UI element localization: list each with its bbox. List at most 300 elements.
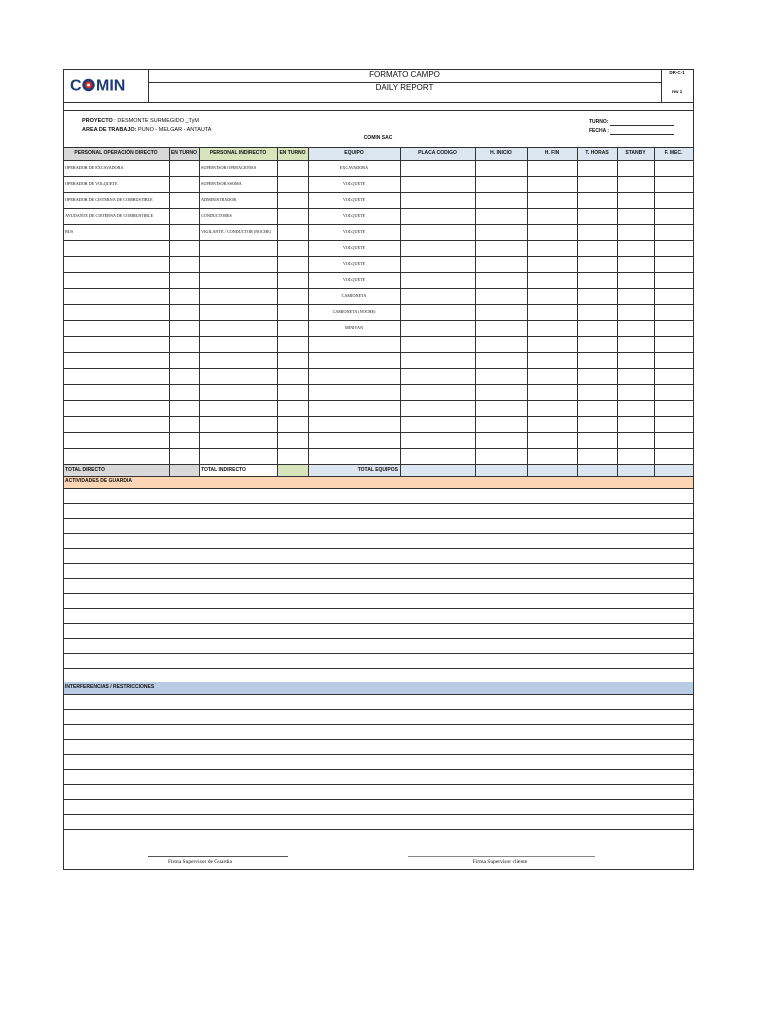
directo-cell <box>63 272 169 288</box>
ruled-line[interactable] <box>63 769 693 770</box>
col-f-mec-input[interactable] <box>654 160 693 176</box>
col-h-inicio-input[interactable] <box>475 288 527 304</box>
col-placa-codigo-header: PLACA CODIGO <box>418 150 457 156</box>
table-top-line <box>63 147 693 148</box>
col-stanby-input[interactable] <box>617 416 654 432</box>
form-bottom-border <box>63 869 694 870</box>
table-row-line <box>63 464 693 465</box>
table-row-line <box>63 432 693 433</box>
svg-text:C: C <box>70 77 82 94</box>
turno-label: TURNO: <box>589 119 609 125</box>
col-stanby-input[interactable] <box>617 448 654 464</box>
col-h-inicio-input[interactable] <box>475 192 527 208</box>
col-placa-codigo-input[interactable] <box>400 176 475 192</box>
indirecto-cell <box>199 400 276 416</box>
col-f-mec-input[interactable] <box>654 272 693 288</box>
col-t-horas-input[interactable] <box>577 224 617 240</box>
col-placa-codigo-input[interactable] <box>400 192 475 208</box>
table-row-line <box>63 320 693 321</box>
col-en-turno-directo-input[interactable] <box>169 208 199 224</box>
actividades-header-fill <box>63 476 693 488</box>
ruled-line[interactable] <box>63 593 693 594</box>
col-f-mec-input[interactable] <box>654 224 693 240</box>
col-h-fin-input[interactable] <box>527 384 577 400</box>
col-h-inicio-input[interactable] <box>475 416 527 432</box>
ruled-line[interactable] <box>63 814 693 815</box>
col-en-turno-directo-input[interactable] <box>169 272 199 288</box>
col-en-turno-indirecto-input[interactable] <box>277 304 308 320</box>
form-title: FORMATO CAMPO <box>369 70 440 79</box>
indirecto-cell <box>199 448 276 464</box>
directo-cell <box>63 368 169 384</box>
col-stanby-input[interactable] <box>617 176 654 192</box>
equipo-cell: CAMIONETA (NOCHE) <box>332 308 376 314</box>
col-t-horas-input[interactable] <box>577 416 617 432</box>
col-en-turno-indirecto-input[interactable] <box>277 208 308 224</box>
col-h-inicio-input[interactable] <box>475 208 527 224</box>
total-indirecto-label: TOTAL INDIRECTO <box>201 467 246 473</box>
ruled-line[interactable] <box>63 668 693 669</box>
col-stanby-input[interactable] <box>617 304 654 320</box>
indirecto-cell <box>199 288 276 304</box>
col-en-turno-indirecto-input[interactable] <box>277 272 308 288</box>
col-stanby-input[interactable] <box>617 320 654 336</box>
col-personal-directo-header: PERSONAL OPERACIÓN DIRECTO <box>74 150 158 156</box>
col-en-turno-directo-input[interactable] <box>169 384 199 400</box>
col-h-inicio-input[interactable] <box>475 176 527 192</box>
indirecto-cell: SUPERVISOR OPERACIONES <box>201 164 257 170</box>
indirecto-cell <box>199 368 276 384</box>
directo-cell <box>63 320 169 336</box>
col-h-fin-input[interactable] <box>527 320 577 336</box>
area-line <box>82 128 211 134</box>
col-f-mec-input[interactable] <box>654 400 693 416</box>
col-placa-codigo-input[interactable] <box>400 320 475 336</box>
col-h-inicio-input[interactable] <box>475 400 527 416</box>
col-placa-codigo-input[interactable] <box>400 384 475 400</box>
table-row-line <box>63 224 693 225</box>
ruled-line[interactable] <box>63 739 693 740</box>
col-f-mec-input[interactable] <box>654 368 693 384</box>
col-en-turno-directo-input[interactable] <box>169 192 199 208</box>
col-t-horas-input[interactable] <box>577 288 617 304</box>
col-placa-codigo-input[interactable] <box>400 160 475 176</box>
table-row-line <box>63 384 693 385</box>
indirecto-cell <box>199 256 276 272</box>
company-logo <box>70 76 142 94</box>
col-stanby-input[interactable] <box>617 288 654 304</box>
col-h-inicio-input[interactable] <box>475 320 527 336</box>
col-en-turno-indirecto-input[interactable] <box>277 192 308 208</box>
col-t-horas-input[interactable] <box>577 208 617 224</box>
spacer-line <box>63 110 693 111</box>
table-col-line <box>277 147 278 477</box>
ruled-line[interactable] <box>63 653 693 654</box>
col-en-turno-directo-input[interactable] <box>169 160 199 176</box>
col-f-mec-input[interactable] <box>654 352 693 368</box>
table-row-line <box>63 368 693 369</box>
col-f-mec-input[interactable] <box>654 240 693 256</box>
table-col-line <box>654 147 655 477</box>
col-placa-codigo-input[interactable] <box>400 256 475 272</box>
col-en-turno-indirecto-input[interactable] <box>277 416 308 432</box>
table-col-line <box>527 147 528 477</box>
svg-text:MIN: MIN <box>96 77 126 94</box>
col-en-turno-directo-input[interactable] <box>169 368 199 384</box>
col-f-mec-input[interactable] <box>654 384 693 400</box>
col-h-fin-input[interactable] <box>527 288 577 304</box>
table-row-line <box>63 352 693 353</box>
signature-line-cliente <box>408 856 595 857</box>
col-t-horas-input[interactable] <box>577 304 617 320</box>
table-col-line <box>400 147 401 477</box>
col-f-mec-input[interactable] <box>654 192 693 208</box>
directo-cell: OPERADOR DE VOLQUETE <box>65 180 118 186</box>
directo-cell: BUS <box>65 228 74 234</box>
col-h-fin-input[interactable] <box>527 336 577 352</box>
table-row-line <box>63 272 693 273</box>
interferencias-title: INTERFERENCIAS / RESTRICCIONES <box>65 684 155 690</box>
equipo-cell: MINIVAN <box>344 324 364 330</box>
indirecto-cell <box>199 336 276 352</box>
turno-field[interactable] <box>610 125 674 126</box>
ruled-line[interactable] <box>63 829 693 830</box>
col-en-turno-directo-input[interactable] <box>169 336 199 352</box>
col-en-turno-indirecto-input[interactable] <box>277 256 308 272</box>
col-h-fin-input[interactable] <box>527 368 577 384</box>
col-t-horas-input[interactable] <box>577 320 617 336</box>
col-h-inicio-input[interactable] <box>475 224 527 240</box>
col-f-mec-input[interactable] <box>654 416 693 432</box>
col-stanby-input[interactable] <box>617 256 654 272</box>
col-h-fin-input[interactable] <box>527 224 577 240</box>
col-h-fin-input[interactable] <box>527 256 577 272</box>
ruled-line[interactable] <box>63 533 693 534</box>
directo-cell <box>63 288 169 304</box>
col-t-horas-input[interactable] <box>577 432 617 448</box>
form-code: DR-C-1 <box>669 70 685 75</box>
table-row-line <box>63 160 693 161</box>
table-col-line <box>169 147 170 477</box>
equipo-cell <box>308 448 400 464</box>
table-row-line <box>63 256 693 257</box>
equipo-cell: VOLQUETE <box>342 228 366 234</box>
col-h-inicio-input[interactable] <box>475 304 527 320</box>
col-h-inicio-input[interactable] <box>475 256 527 272</box>
fecha-label: FECHA : <box>589 128 610 134</box>
indirecto-cell <box>199 416 276 432</box>
col-h-inicio-input[interactable] <box>475 272 527 288</box>
table-row-line <box>63 288 693 289</box>
col-h-inicio-input[interactable] <box>475 448 527 464</box>
signature-label-guardia: Firma Supervisor de Guardia <box>168 859 232 865</box>
col-placa-codigo-input[interactable] <box>400 240 475 256</box>
col-h-inicio-input[interactable] <box>475 240 527 256</box>
col-en-turno-indirecto-input[interactable] <box>277 336 308 352</box>
col-h-fin-input[interactable] <box>527 304 577 320</box>
ruled-line[interactable] <box>63 518 693 519</box>
col-h-fin-input[interactable] <box>527 400 577 416</box>
col-en-turno-indirecto-input[interactable] <box>277 432 308 448</box>
form-right-border <box>693 69 694 869</box>
table-row-line <box>63 336 693 337</box>
col-t-horas-input[interactable] <box>577 352 617 368</box>
col-t-horas-input[interactable] <box>577 368 617 384</box>
ruled-line[interactable] <box>63 476 693 477</box>
table-col-line <box>475 147 476 477</box>
directo-cell <box>63 304 169 320</box>
col-h-inicio-input[interactable] <box>475 432 527 448</box>
table-row-line <box>63 416 693 417</box>
col-placa-codigo-input[interactable] <box>400 208 475 224</box>
equipo-cell <box>308 368 400 384</box>
col-t-horas-input[interactable] <box>577 336 617 352</box>
col-en-turno-directo-input[interactable] <box>169 224 199 240</box>
col-h-inicio-input[interactable] <box>475 368 527 384</box>
directo-cell <box>63 336 169 352</box>
col-t-horas-input[interactable] <box>577 448 617 464</box>
comin-logo-icon <box>70 76 142 94</box>
col-t-horas-input[interactable] <box>577 400 617 416</box>
col-h-fin-input[interactable] <box>527 176 577 192</box>
col-f-mec-input[interactable] <box>654 448 693 464</box>
col-en-turno-indirecto-input[interactable] <box>277 400 308 416</box>
col-placa-codigo-input[interactable] <box>400 352 475 368</box>
col-en-turno-indirecto-input[interactable] <box>277 176 308 192</box>
col-t-horas-header: T. HORAS <box>585 150 609 156</box>
col-h-fin-input[interactable] <box>527 416 577 432</box>
col-placa-codigo-input[interactable] <box>400 336 475 352</box>
col-stanby-input[interactable] <box>617 192 654 208</box>
col-placa-codigo-input[interactable] <box>400 224 475 240</box>
ruled-line[interactable] <box>63 784 693 785</box>
indirecto-cell <box>199 240 276 256</box>
col-placa-codigo-input[interactable] <box>400 368 475 384</box>
equipo-cell: VOLQUETE <box>342 180 366 186</box>
col-en-turno-indirecto-input[interactable] <box>277 448 308 464</box>
equipo-cell: VOLQUETE <box>342 260 366 266</box>
col-stanby-input[interactable] <box>617 336 654 352</box>
col-f-mec-input[interactable] <box>654 432 693 448</box>
col-stanby-header: STANBY <box>625 150 646 156</box>
col-en-turno-indirecto-input[interactable] <box>277 368 308 384</box>
indirecto-cell <box>199 272 276 288</box>
directo-cell <box>63 400 169 416</box>
company-name: COMIN SAC <box>363 135 393 141</box>
col-h-inicio-input[interactable] <box>475 336 527 352</box>
header-bottom-border <box>63 102 693 103</box>
col-placa-codigo-input[interactable] <box>400 432 475 448</box>
col-f-mec-input[interactable] <box>654 304 693 320</box>
col-f-mec-input[interactable] <box>654 256 693 272</box>
col-en-turno-directo-input[interactable] <box>169 400 199 416</box>
col-personal-indirecto-header: PERSONAL INDIRECTO <box>209 150 267 156</box>
ruled-line[interactable] <box>63 548 693 549</box>
col-en-turno-directo-input[interactable] <box>169 448 199 464</box>
table-row-line <box>63 176 693 177</box>
indirecto-cell <box>199 320 276 336</box>
col-placa-codigo-input[interactable] <box>400 416 475 432</box>
col-en-turno-directo-input[interactable] <box>169 304 199 320</box>
col-h-fin-input[interactable] <box>527 240 577 256</box>
col-en-turno-directo-header: EN TURNO <box>170 150 198 156</box>
col-placa-codigo-input[interactable] <box>400 448 475 464</box>
table-row-line <box>63 208 693 209</box>
equipo-cell <box>308 400 400 416</box>
col-t-horas-input[interactable] <box>577 384 617 400</box>
directo-cell <box>63 416 169 432</box>
ruled-line[interactable] <box>63 488 693 489</box>
table-row-line <box>63 304 693 305</box>
project-line <box>82 119 199 125</box>
indirecto-cell: SUPERVISOR SSOMA <box>201 180 242 186</box>
col-en-turno-indirecto-input[interactable] <box>277 288 308 304</box>
col-stanby-input[interactable] <box>617 384 654 400</box>
equipo-cell <box>308 384 400 400</box>
col-h-inicio-input[interactable] <box>475 352 527 368</box>
directo-cell <box>63 256 169 272</box>
table-col-line <box>308 147 309 477</box>
col-stanby-input[interactable] <box>617 352 654 368</box>
col-h-fin-input[interactable] <box>527 448 577 464</box>
table-row-line <box>63 400 693 401</box>
col-en-turno-indirecto-input[interactable] <box>277 352 308 368</box>
col-en-turno-directo-input[interactable] <box>169 352 199 368</box>
col-stanby-input[interactable] <box>617 224 654 240</box>
col-en-turno-indirecto-input[interactable] <box>277 224 308 240</box>
col-stanby-input[interactable] <box>617 432 654 448</box>
col-f-mec-input[interactable] <box>654 176 693 192</box>
indirecto-cell <box>199 384 276 400</box>
directo-cell: AYUDANTE DE CISTERNA DE COMBUSTIBLE <box>65 212 154 218</box>
indirecto-cell: ADMINISTRADOR <box>201 196 237 202</box>
table-col-line <box>577 147 578 477</box>
col-f-mec-input[interactable] <box>654 208 693 224</box>
col-placa-codigo-input[interactable] <box>400 272 475 288</box>
col-f-mec-input[interactable] <box>654 336 693 352</box>
col-stanby-input[interactable] <box>617 160 654 176</box>
col-h-fin-input[interactable] <box>527 432 577 448</box>
col-h-fin-input[interactable] <box>527 192 577 208</box>
fecha-field[interactable] <box>610 134 674 135</box>
col-en-turno-directo-input[interactable] <box>169 432 199 448</box>
directo-cell: OPERADOR DE EXCAVADORA <box>65 164 124 170</box>
table-row-line <box>63 240 693 241</box>
col-stanby-input[interactable] <box>617 240 654 256</box>
col-h-fin-input[interactable] <box>527 352 577 368</box>
signature-line-guardia <box>148 856 288 857</box>
interferencias-header-fill <box>63 682 693 694</box>
col-h-fin-input[interactable] <box>527 208 577 224</box>
equipo-cell <box>308 352 400 368</box>
ruled-line[interactable] <box>63 608 693 609</box>
directo-cell: OPERADOR DE CISTERNA DE COMBUSTIBLE <box>65 196 153 202</box>
col-t-horas-input[interactable] <box>577 240 617 256</box>
col-t-horas-input[interactable] <box>577 192 617 208</box>
equipo-cell: CAMIONETA <box>341 292 367 298</box>
col-h-inicio-header: H. INICIO <box>490 150 512 156</box>
col-placa-codigo-input[interactable] <box>400 304 475 320</box>
col-en-turno-directo-input[interactable] <box>169 240 199 256</box>
col-en-turno-directo-input[interactable] <box>169 288 199 304</box>
table-col-line <box>199 147 200 477</box>
equipo-cell: VOLQUETE <box>342 212 366 218</box>
equipo-cell: VOLQUETE <box>342 196 366 202</box>
col-en-turno-indirecto-input[interactable] <box>277 240 308 256</box>
col-stanby-input[interactable] <box>617 208 654 224</box>
col-h-fin-input[interactable] <box>527 160 577 176</box>
signature-label-cliente: Firma Supervisor cliente <box>472 859 528 865</box>
col-h-fin-input[interactable] <box>527 272 577 288</box>
col-en-turno-indirecto-input[interactable] <box>277 384 308 400</box>
col-placa-codigo-input[interactable] <box>400 288 475 304</box>
col-t-horas-input[interactable] <box>577 256 617 272</box>
ruled-line[interactable] <box>63 799 693 800</box>
table-row-line <box>63 448 693 449</box>
project-label: PROYECTO <box>82 118 113 124</box>
col-t-horas-input[interactable] <box>577 176 617 192</box>
ruled-line[interactable] <box>63 578 693 579</box>
equipo-cell <box>308 416 400 432</box>
area-label: AREA DE TRABAJO: <box>82 127 137 133</box>
directo-cell <box>63 384 169 400</box>
col-f-mec-input[interactable] <box>654 288 693 304</box>
ruled-line[interactable] <box>63 724 693 725</box>
ruled-line[interactable] <box>63 503 693 504</box>
ruled-line[interactable] <box>63 623 693 624</box>
col-h-inicio-input[interactable] <box>475 160 527 176</box>
indirecto-cell <box>199 304 276 320</box>
col-en-turno-directo-input[interactable] <box>169 256 199 272</box>
col-en-turno-directo-input[interactable] <box>169 320 199 336</box>
project-value: : DESMONTE SURMEGIDO _TyM <box>114 118 199 124</box>
directo-cell <box>63 448 169 464</box>
col-h-fin-header: H. FIN <box>544 150 560 156</box>
equipo-cell: VOLQUETE <box>342 276 366 282</box>
col-t-horas-input[interactable] <box>577 272 617 288</box>
col-en-turno-directo-input[interactable] <box>169 176 199 192</box>
col-f-mec-input[interactable] <box>654 320 693 336</box>
ruled-line[interactable] <box>63 638 693 639</box>
directo-cell <box>63 240 169 256</box>
indirecto-cell <box>199 352 276 368</box>
ruled-line[interactable] <box>63 694 693 695</box>
total-directo-label: TOTAL DIRECTO <box>65 467 105 473</box>
ruled-line[interactable] <box>63 563 693 564</box>
equipo-cell: EXCAVADORA <box>339 164 369 170</box>
col-stanby-input[interactable] <box>617 272 654 288</box>
col-stanby-input[interactable] <box>617 400 654 416</box>
ruled-line[interactable] <box>63 709 693 710</box>
col-h-inicio-input[interactable] <box>475 384 527 400</box>
col-en-turno-indirecto-input[interactable] <box>277 320 308 336</box>
ruled-line[interactable] <box>63 754 693 755</box>
col-equipo-header: EQUIPO <box>344 150 364 156</box>
col-en-turno-indirecto-input[interactable] <box>277 160 308 176</box>
indirecto-cell: CONDUCTORES <box>201 212 232 218</box>
col-en-turno-indirecto-header: EN TURNO <box>279 150 306 156</box>
equipo-cell: VOLQUETE <box>342 244 366 250</box>
equipo-cell <box>308 336 400 352</box>
col-placa-codigo-input[interactable] <box>400 400 475 416</box>
col-en-turno-directo-input[interactable] <box>169 416 199 432</box>
equipo-cell <box>308 432 400 448</box>
table-row-line <box>63 192 693 193</box>
col-t-horas-input[interactable] <box>577 160 617 176</box>
col-stanby-input[interactable] <box>617 368 654 384</box>
indirecto-cell: VIGILANTE / CONDUCTOR (NOCHE) <box>201 228 272 234</box>
total-equipos-label: TOTAL EQUIPOS <box>357 467 398 473</box>
